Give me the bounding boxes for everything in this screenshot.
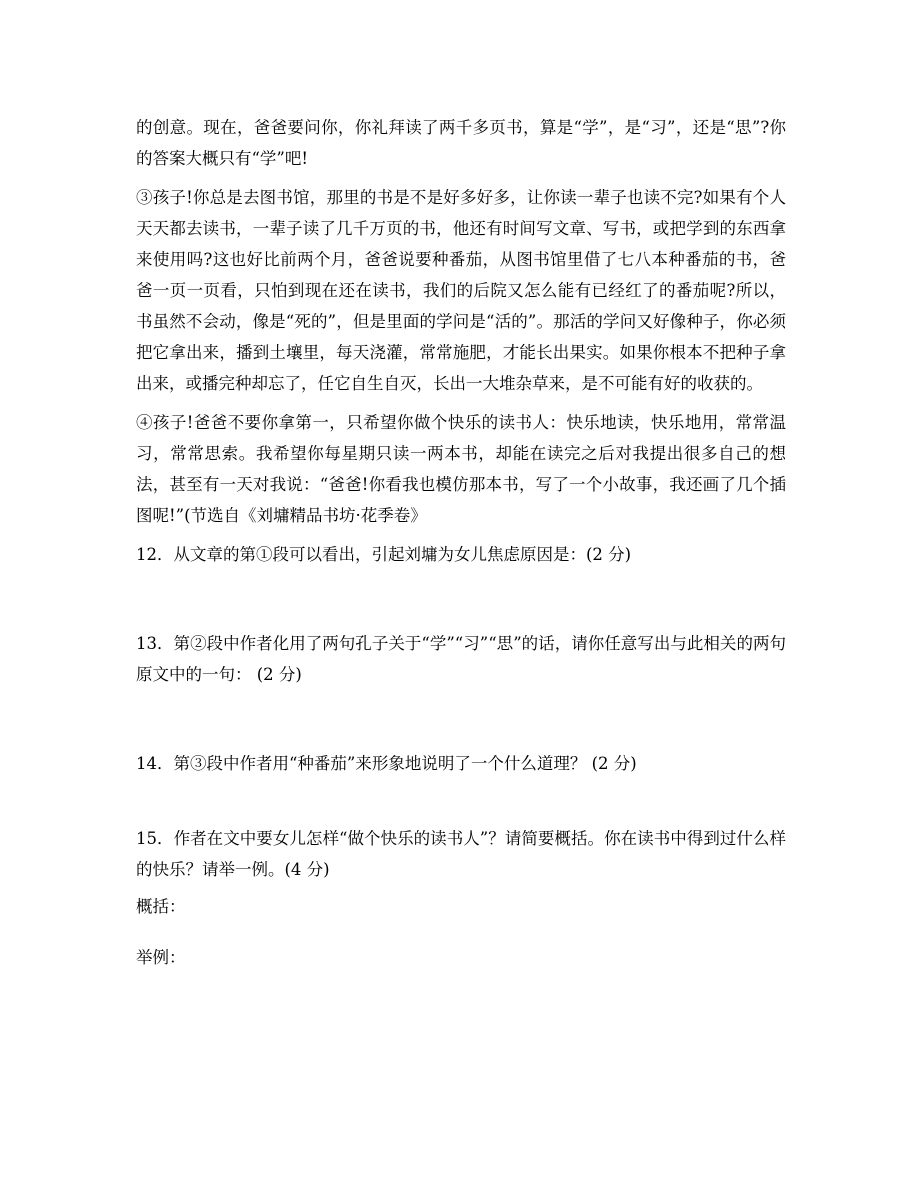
- document-content: [136, 112, 786, 973]
- question-15-summary-label: 概括：: [136, 897, 186, 916]
- question-15: 15．作者在文中要女儿怎样“做个快乐的读书人”？请简要概括。你在读书中得到过什么样的快乐？请举一例。(4 分): [136, 829, 786, 879]
- question-13: 13．第②段中作者化用了两句孔子关于“学”“习”“思”的话，请你任意写出与此相关的两句原文中的一句： (2 分): [136, 634, 786, 684]
- passage-paragraph-3: ③孩子!你总是去图书馆，那里的书是不是好多好多，让你读一辈子也读不完?如果有个人天天都去读书，一辈子读了几千万页的书，他还有时间写文章、写书，或把学到的东西拿来使用吗?这也好比前两个月，爸爸说要种番茄，从图书馆里借了七八本种番茄的书，爸爸一页一页看，只怕到现在还在读书，我们的后院又怎么能有已经红了的番茄呢?所以，书虽然不会动，像是“死的”，但是里面的学问是“活的”。那活的学问又好像种子，你必须把它拿出来，播到土壤里，每天浇灌，常常施肥，才能长出果实。如果你根本不把种子拿出来，或播完种却忘了，任它自生自灭，长出一大堆杂草来，是不可能有好的收获的。: [136, 188, 786, 393]
- answer-space-12[interactable]: [136, 570, 786, 628]
- answer-space-13[interactable]: [136, 690, 786, 748]
- passage-paragraph-4: ④孩子!爸爸不要你拿第一，只希望你做个快乐的读书人：快乐地读，快乐地用，常常温习，常常思索。我希望你每星期只读一两本书，却能在读完之后对我提出很多自己的想法，甚至有一天对我说：“爸爸!你看我也模仿那本书，写了一个小故事，我还画了几个插图呢!”(节选自《刘墉精品书坊·花季卷》: [136, 413, 786, 525]
- question-12: 12．从文章的第①段可以看出，引起刘墉为女儿焦虑原因是：(2 分): [136, 545, 632, 564]
- answer-space-14[interactable]: [136, 779, 786, 823]
- question-15-example-label: 举例：: [136, 948, 186, 967]
- passage-paragraph-2-continued: 的创意。现在，爸爸要问你，你礼拜读了两千多页书，算是“学”，是“习”，还是“思”?你的答案大概只有“学”吧!: [136, 118, 786, 168]
- question-14: 14．第③段中作者用“种番茄”来形象地说明了一个什么道理？ (2 分): [136, 754, 637, 773]
